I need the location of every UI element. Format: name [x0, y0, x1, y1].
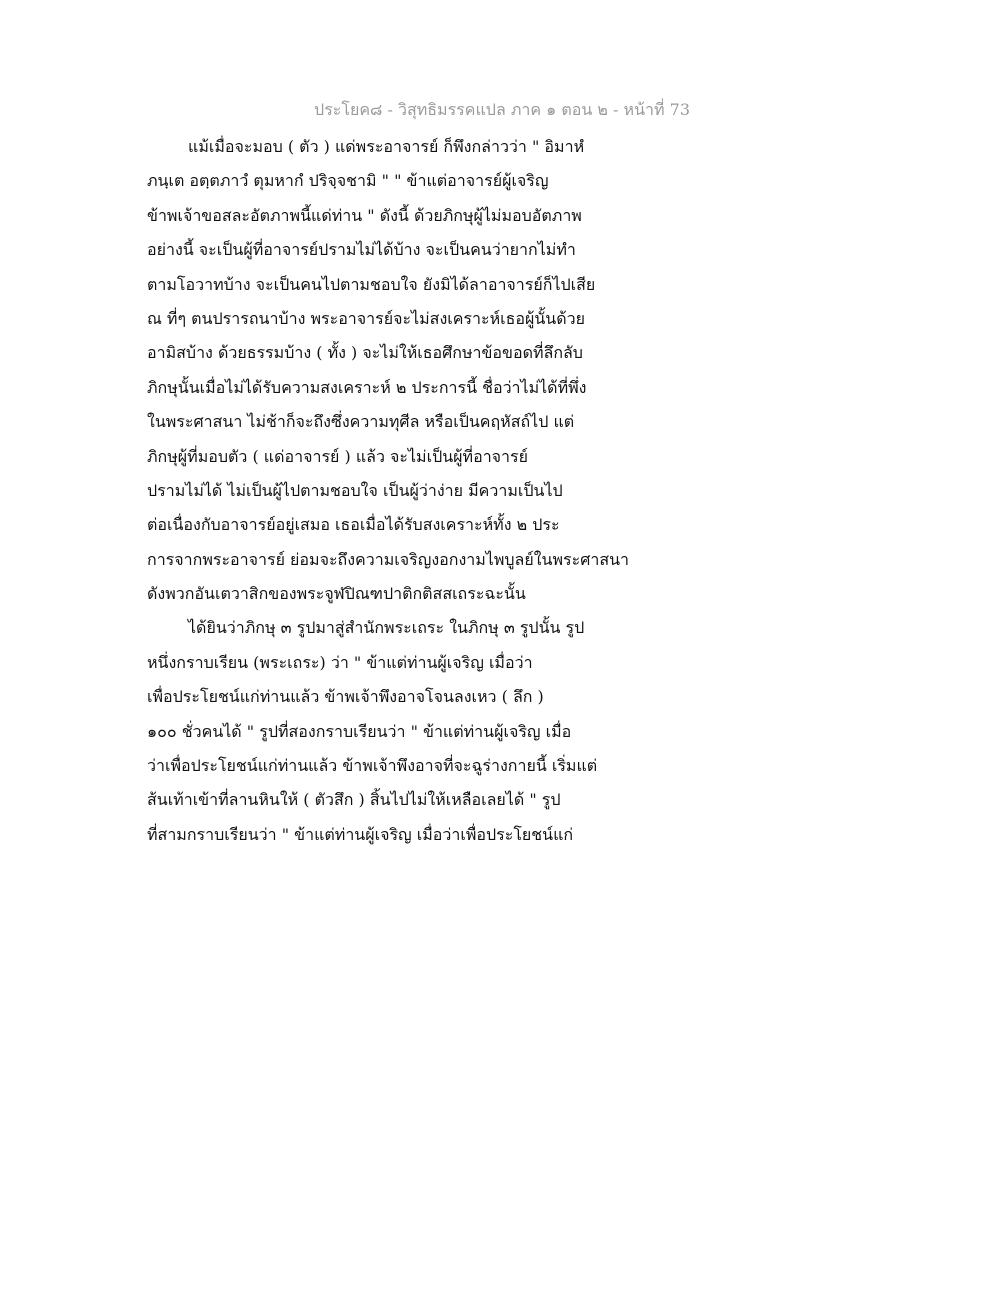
- text-line: การจากพระอาจารย์ ย่อมจะถึงความเจริญงอกงามไพบูลย์ในพระศาสนา: [147, 549, 630, 569]
- text-line: ปรามไม่ได้ ไม่เป็นผู้ไปตามชอบใจ เป็นผู้ว่าง่าย มีความเป็นไป: [147, 480, 563, 500]
- text-line: ภิกษุนั้นเมื่อไม่ได้รับความสงเคราะห์ ๒ ประการนี้ ชื่อว่าไม่ได้ที่พึ่ง: [147, 377, 587, 397]
- text-line: ภิกษุผู้ที่มอบตัว ( แด่อาจารย์ ) แล้ว จะไม่เป็นผู้ที่อาจารย์: [147, 446, 528, 466]
- text-line: หนึ่งกราบเรียน (พระเถระ) ว่า " ข้าแต่ท่านผู้เจริญ เมื่อว่า: [147, 652, 533, 672]
- text-line: อามิสบ้าง ด้วยธรรมบ้าง ( ทั้ง ) จะไม่ให้เธอศึกษาข้อขอดที่ลึกลับ: [147, 343, 583, 363]
- text-line: ๑๐๐ ชั่วคนได้ " รูปที่สองกราบเรียนว่า " ข้าแต่ท่านผู้เจริญ เมื่อ: [147, 721, 572, 741]
- text-line: ว่าเพื่อประโยชน์แก่ท่านแล้ว ข้าพเจ้าพึงอาจที่จะฉูร่างกายนี้ เริ่มแต่: [147, 756, 598, 776]
- text-line: ส้นเท้าเข้าที่ลานหินให้ ( ตัวสึก ) สิ้นไปไม่ให้เหลือเลยได้ " รูป: [147, 790, 561, 810]
- text-line: ข้าพเจ้าขอสละอัตภาพนี้แด่ท่าน " ดังนี้ ด้วยภิกษุผู้ไม่มอบอัตภาพ: [147, 205, 582, 225]
- text-line: ในพระศาสนา ไม่ช้าก็จะถึงซึ่งความทุศีล หรือเป็นคฤหัสถ์ไป แต่: [147, 412, 575, 432]
- text-line: ณ ที่ๆ ตนปรารถนาบ้าง พระอาจารย์จะไม่สงเคราะห์เธอผู้นั้นด้วย: [147, 308, 585, 328]
- running-header: ประโยค๘ - วิสุทธิมรรคแปล ภาค ๑ ตอน ๒ - หน้าที่ 73: [314, 100, 690, 119]
- body-text: [147, 130, 767, 852]
- text-line: ที่สามกราบเรียนว่า " ข้าแต่ท่านผู้เจริญ เมื่อว่าเพื่อประโยชน์แก่: [147, 824, 574, 844]
- text-line: ภนฺเต อตฺตภาวํ ตุมหากํ ปริจฺจชามิ " " ข้าแต่อาจารย์ผู้เจริญ: [147, 171, 549, 191]
- text-line: ดังพวกอันเตวาสิกของพระจูฬปิณฑปาติกติสสเถระฉะนั้น: [147, 584, 526, 604]
- text-line: ได้ยินว่าภิกษุ ๓ รูปมาสู่สำนักพระเถระ ในภิกษุ ๓ รูปนั้น รูป: [188, 618, 585, 638]
- text-line: อย่างนี้ จะเป็นผู้ที่อาจารย์ปรามไม่ได้บ้าง จะเป็นคนว่ายากไม่ทำ: [147, 240, 576, 260]
- text-line: ตามโอวาทบ้าง จะเป็นคนไปตามชอบใจ ยังมิได้ลาอาจารย์ก็ไปเสีย: [147, 274, 596, 294]
- text-line: แม้เมื่อจะมอบ ( ตัว ) แด่พระอาจารย์ ก็พึงกล่าวว่า " อิมาหํ: [188, 137, 585, 156]
- text-line: เพื่อประโยชน์แก่ท่านแล้ว ข้าพเจ้าพึงอาจโจนลงเหว ( ลึก ): [147, 687, 544, 707]
- text-line: ต่อเนื่องกับอาจารย์อยู่เสมอ เธอเมื่อได้รับสงเคราะห์ทั้ง ๒ ประ: [147, 515, 560, 535]
